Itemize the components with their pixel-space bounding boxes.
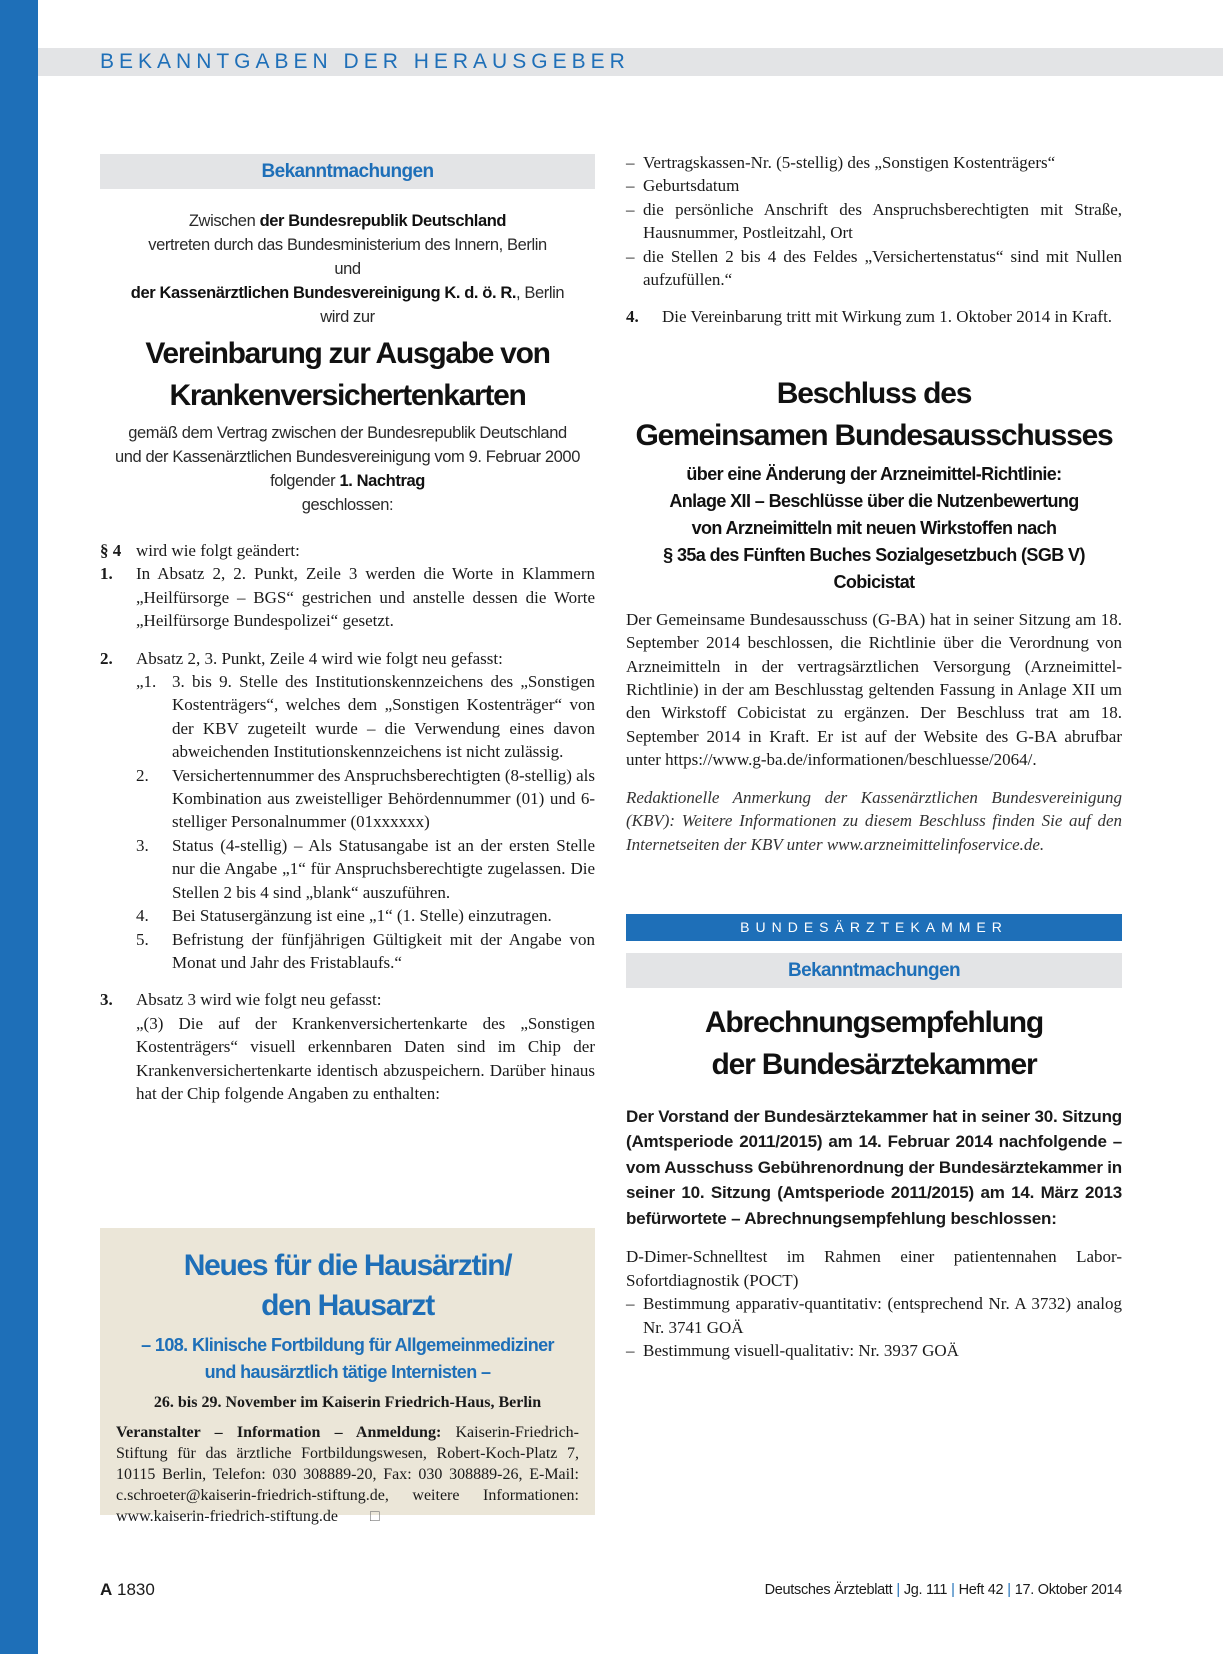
baek-section-band: BUNDESÄRZTEKAMMER bbox=[626, 914, 1122, 941]
sub-item-number: 5. bbox=[136, 929, 149, 949]
chip-data-list bbox=[626, 151, 1122, 329]
paragraph-number: § 4 bbox=[100, 541, 122, 560]
list-item: – die Stellen 2 bis 4 des Feldes „Versichertenstatus“ sind mit Nullen aufzufüllen.“ bbox=[626, 245, 1122, 292]
page-number bbox=[100, 1580, 155, 1600]
journal-issue: Heft 42 bbox=[958, 1582, 1004, 1598]
event-subtitle bbox=[116, 1332, 579, 1386]
intro-party-1: der Bundesrepublik Deutschland bbox=[259, 212, 507, 230]
journal-name: Deutsches Ärzteblatt bbox=[764, 1582, 893, 1598]
gba-subtitle-line: Anlage XII – Beschlüsse über die Nutzenbewertung bbox=[669, 490, 1079, 511]
page-prefix: A bbox=[100, 1580, 113, 1599]
paragraph-text: wird wie folgt geändert: bbox=[136, 541, 300, 560]
sub-item bbox=[100, 834, 595, 904]
agreement-title-line: Vereinbarung zur Ausgabe von bbox=[145, 337, 550, 370]
gba-title bbox=[626, 373, 1122, 457]
nachtrag-label: 1. Nachtrag bbox=[339, 472, 425, 490]
gba-subtitle-line: von Arzneimitteln mit neuen Wirkstoffen nach bbox=[691, 517, 1057, 538]
sub-item-text: Status (4-stellig) – Als Statusangabe ist an der ersten Stelle nur die Angabe „1“ für Anspruchsberechtigte zugelassen. Die Stellen 2 bis 4 sind „blank“ auszuführen. bbox=[172, 835, 595, 902]
gba-subtitle-line: § 35a des Fünften Buches Sozialgesetzbuch (SGB V) bbox=[663, 544, 1085, 565]
list-item: – die persönliche Anschrift des Anspruchsberechtigten mit Straße, Hausnummer, Postleitzahl, Ort bbox=[626, 198, 1122, 245]
journal-volume: Jg. 111 bbox=[903, 1582, 948, 1598]
section-header: BEKANNTGABEN DER HERAUSGEBER bbox=[100, 50, 630, 73]
item-text: Absatz 3 wird wie folgt neu gefasst: bbox=[136, 990, 382, 1010]
event-date: 26. bis 29. November im Kaiserin Friedrich-Haus, Berlin bbox=[153, 1394, 542, 1411]
paragraph-4 bbox=[100, 539, 595, 562]
left-column bbox=[100, 154, 595, 1105]
editorial-note: Redaktionelle Anmerkung der Kassenärztlichen Bundesvereinigung (KBV): Weitere Informationen zu diesem Beschluss finden Sie auf den Internetseiten der KBV unter www.arzneimittelinfoservice.de. bbox=[626, 787, 1122, 854]
intro-text: geschlossen: bbox=[301, 496, 394, 514]
item-text: Die Vereinbarung tritt mit Wirkung zum 1. Oktober 2014 in Kraft. bbox=[662, 307, 1113, 327]
agreement-subintro bbox=[100, 421, 595, 517]
list-item: – Bestimmung apparativ-quantitativ: (entsprechend Nr. A 3732) analog Nr. 3741 GOÄ bbox=[626, 1292, 1122, 1339]
list-item: – Geburtsdatum bbox=[626, 174, 1122, 197]
separator: | bbox=[1007, 1582, 1011, 1598]
left-color-bar bbox=[0, 0, 38, 1654]
event-title-line: Neues für die Hausärztin/ bbox=[183, 1249, 512, 1282]
event-subtitle-line: – 108. Klinische Fortbildung für Allgemeinmediziner bbox=[141, 1335, 554, 1355]
item-text: „(3) Die auf der Krankenversichertenkarte des „Sonstigen Kostenträgers“ visuell erkennbaren Daten sind im Chip der Krankenversichertenkarte identisch abzuspeichern. Darüber hinaus hat der Chip folgende Angaben zu enthalten: bbox=[136, 1013, 595, 1103]
end-mark-icon: □ bbox=[370, 1508, 380, 1525]
event-subtitle-line: und hausärztlich tätige Internisten – bbox=[204, 1362, 491, 1382]
sub-item-number: 4. bbox=[136, 906, 149, 926]
abrechnung-title-line: der Bundesärztekammer bbox=[711, 1047, 1037, 1081]
abrechnung-lead: Der Vorstand der Bundesärztekammer hat in seiner 30. Sitzung (Amtsperiode 2011/2015) am 14. Februar 2014 nachfolgende – vom Ausschuss Gebührenordnung der Bundesärztekammer in seiner 10. Sitzung (Amtsperiode 2011/2015) am 14. März 2013 befürwortete – Abrechnungsempfehlung beschlossen: bbox=[626, 1106, 1122, 1228]
item-number: 3. bbox=[100, 990, 113, 1010]
journal-footer bbox=[765, 1582, 1122, 1598]
event-info-box bbox=[100, 1228, 595, 1525]
agreement-title-line: Krankenversichertenkarten bbox=[169, 379, 526, 412]
intro-text: folgender bbox=[270, 472, 340, 490]
sub-item-number: „1. bbox=[136, 672, 157, 692]
event-contact-text: Kaiserin-Friedrich-Stiftung für das ärztliche Fortbildungswesen, Robert-Koch-Platz 7, 10115 Berlin, Telefon: 030 308889-20, Fax: 030 308889-26, E-Mail: c.schroeter@kaiserin-friedrich-stiftung.de, weitere Informationen: www.kaiserin-friedrich-stiftung.de bbox=[116, 1424, 579, 1525]
gba-subtitle-line: Cobicistat bbox=[833, 571, 915, 592]
abrechnung-title-line: Abrechnungsempfehlung bbox=[704, 1005, 1044, 1039]
intro-text: und der Kassenärztlichen Bundesvereinigung vom 9. Februar 2000 bbox=[114, 448, 580, 466]
list-item: – Bestimmung visuell-qualitativ: Nr. 3937 GOÄ bbox=[626, 1339, 1122, 1362]
event-contact-info bbox=[116, 1422, 579, 1527]
item-text: In Absatz 2, 2. Punkt, Zeile 3 werden die Worte in Klammern „Heilfürsorge – BGS“ gestrichen und anstelle dessen die Worte „Heilfürsorge Bundespolizei“ gesetzt. bbox=[136, 564, 595, 631]
right-column bbox=[626, 151, 1122, 1362]
item-text: Absatz 2, 3. Punkt, Zeile 4 wird wie folgt neu gefasst: bbox=[136, 648, 503, 668]
list-item-2 bbox=[100, 647, 595, 670]
bekanntmachungen-heading: Bekanntmachungen bbox=[100, 154, 595, 189]
baek-bekanntmachungen-heading: Bekanntmachungen bbox=[626, 953, 1122, 988]
sub-item bbox=[100, 928, 595, 975]
gba-text: Der Gemeinsame Bundesausschuss (G-BA) hat in seiner Sitzung am 18. September 2014 beschlossen, die Richtlinie über die Verordnung von Arzneimitteln in der vertragsärztlichen Versorgung (Arzneimittel-Richtlinie) in der am Beschlusstag geltenden Fassung in Anlage XII um den Wirkstoff Cobicistat zu ergänzen. Der Beschluss trat am 18. September 2014 in Kraft. Er ist auf der Website des G-BA abrufbar unter https://www.g-ba.de/informationen/beschluesse/2064/. bbox=[626, 609, 1122, 770]
agreement-intro bbox=[100, 209, 595, 329]
gba-title-line: Beschluss des bbox=[776, 376, 972, 410]
ddimer-title: D-Dimer-Schnelltest im Rahmen einer patientennahen Labor-Sofortdiagnostik (POCT) bbox=[626, 1247, 1122, 1290]
sub-item bbox=[100, 764, 595, 834]
list-item-3 bbox=[100, 988, 595, 1011]
intro-text: gemäß dem Vertrag zwischen der Bundesrepublik Deutschland bbox=[128, 424, 567, 442]
list-item-4 bbox=[626, 305, 1122, 328]
event-contact-label: Veranstalter – Information – Anmeldung: bbox=[116, 1424, 442, 1441]
separator: | bbox=[896, 1582, 900, 1598]
journal-date: 17. Oktober 2014 bbox=[1014, 1582, 1122, 1598]
page-number-value: 1830 bbox=[117, 1580, 155, 1599]
event-title bbox=[116, 1246, 579, 1326]
sub-item-number: 2. bbox=[136, 765, 149, 785]
list-item-3-quote bbox=[100, 1012, 595, 1106]
sub-item bbox=[100, 670, 595, 764]
list-item-1 bbox=[100, 562, 595, 632]
sub-item-text: Versichertennummer des Anspruchsberechtigten (8-stellig) als Kombination aus zweistelliger Behördennummer (01) und 6-stelliger Personalnummer (01xxxxxx) bbox=[172, 765, 595, 832]
agreement-body bbox=[100, 539, 595, 1105]
intro-party-2: der Kassenärztlichen Bundesvereinigung K. d. ö. R. bbox=[130, 284, 517, 302]
list-item: – Vertragskassen-Nr. (5-stellig) des „Sonstigen Kostenträgers“ bbox=[626, 151, 1122, 174]
intro-text: wird zur bbox=[320, 308, 375, 326]
sub-item-text: Bei Statusergänzung ist eine „1“ (1. Stelle) einzutragen. bbox=[172, 906, 552, 926]
sub-item-number: 3. bbox=[136, 835, 149, 855]
sub-item-text: Befristung der fünfjährigen Gültigkeit mit der Angabe von Monat und Jahr des Fristablaufs.“ bbox=[172, 929, 595, 972]
separator: | bbox=[951, 1582, 955, 1598]
item-number: 1. bbox=[100, 564, 113, 584]
gba-subtitle-line: über eine Änderung der Arzneimittel-Richtlinie: bbox=[686, 463, 1062, 484]
sub-item bbox=[100, 904, 595, 927]
intro-text: Zwischen bbox=[188, 212, 260, 230]
intro-text: und bbox=[334, 260, 361, 278]
intro-text: , Berlin bbox=[516, 284, 565, 302]
ddimer-section bbox=[626, 1245, 1122, 1362]
abrechnung-title bbox=[626, 1002, 1122, 1086]
gba-subtitle bbox=[626, 461, 1122, 596]
item-number: 2. bbox=[100, 648, 113, 668]
item-number: 4. bbox=[626, 307, 639, 327]
event-title-line: den Hausarzt bbox=[261, 1289, 434, 1322]
sub-item-text: 3. bis 9. Stelle des Institutionskennzeichens des „Sonstigen Kostenträgers“, welches dem „Sonstigen Kostenträger“ von der KBV zugeteilt wurde – die Verwendung eines davon abweichenden Institutionskennzeichens ist nicht zulässig. bbox=[172, 672, 595, 762]
agreement-title bbox=[100, 333, 595, 417]
intro-text: vertreten durch das Bundesministerium des Innern, Berlin bbox=[148, 236, 547, 254]
gba-title-line: Gemeinsamen Bundesausschusses bbox=[635, 418, 1113, 452]
